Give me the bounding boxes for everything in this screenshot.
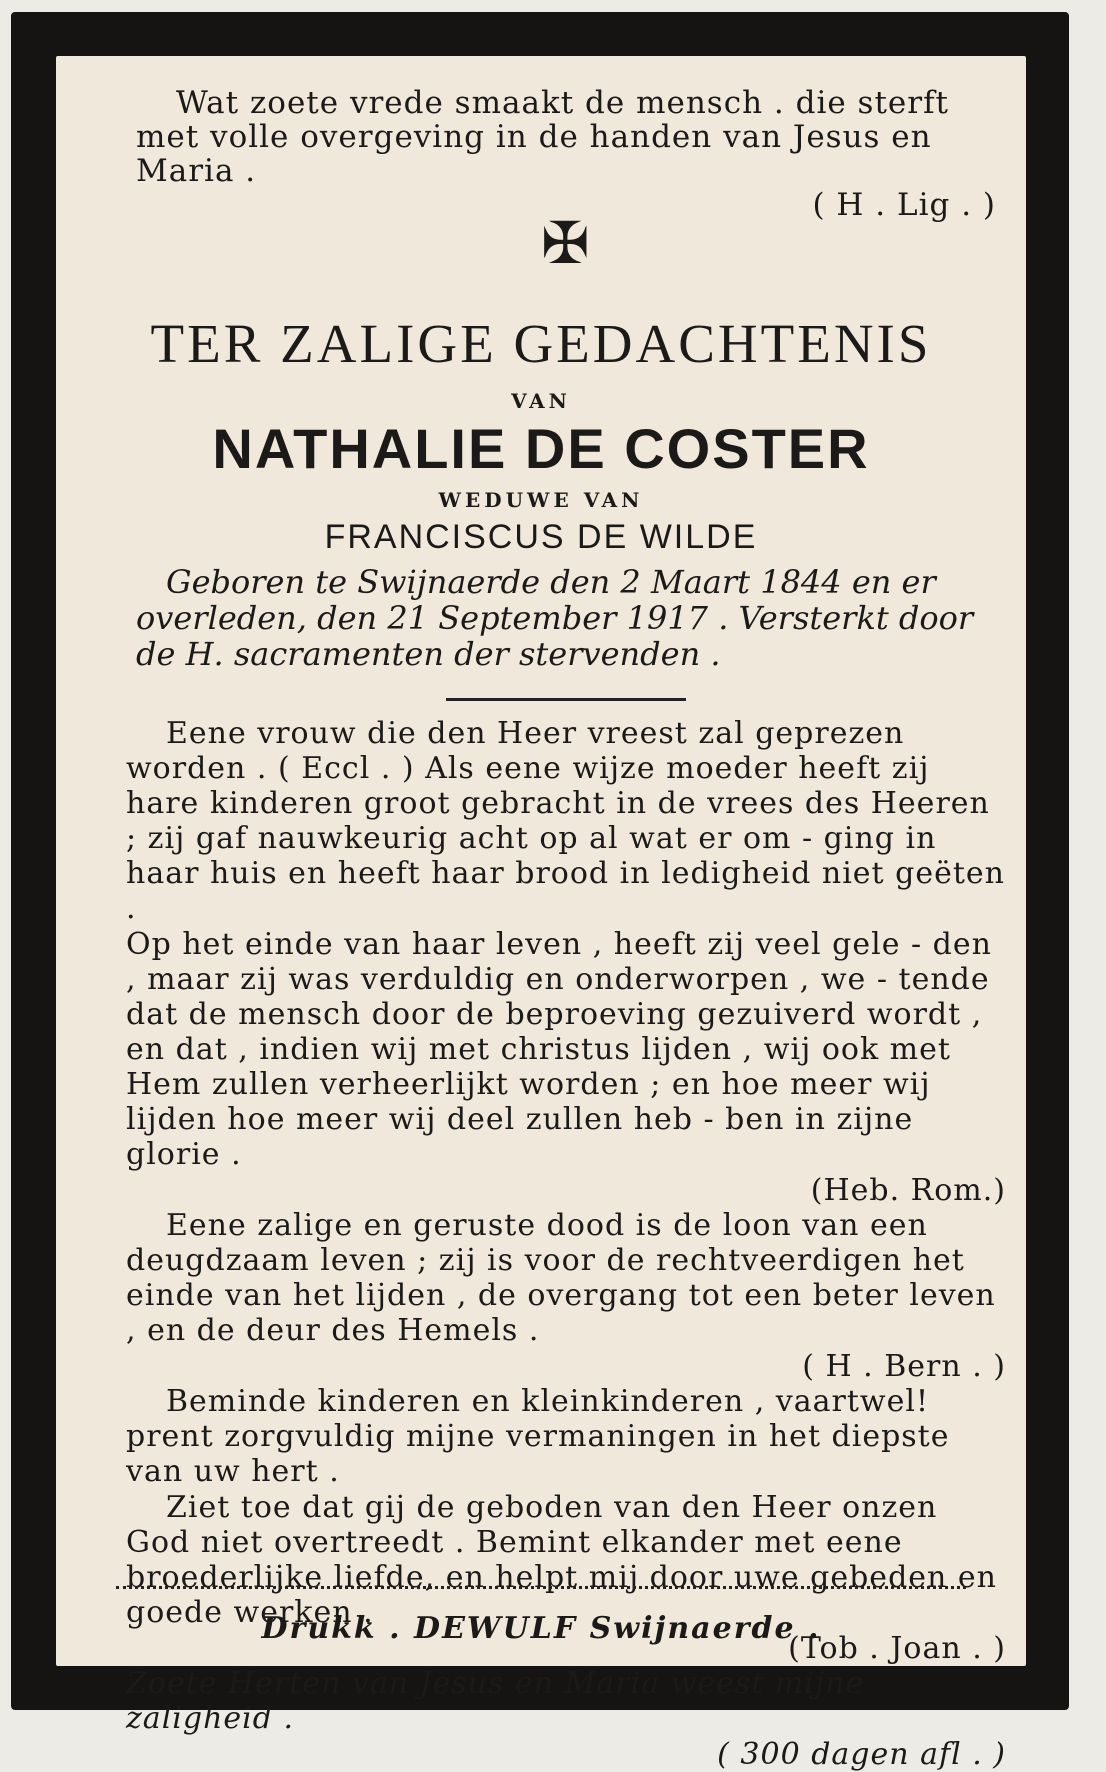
husband-name: FRANCISCUS DE WILDE	[324, 518, 758, 556]
memorial-title: TER ZALIGE GEDACHTENIS	[150, 313, 932, 374]
paragraph-2: Op het einde van haar leven , heeft zij veel gele - den , maar zij was verduldig en onderworpen , we - tende dat de mensch door de beproeving gezuiverd wordt , en dat , indien wij met christus lijden , wij ook met Hem zullen verheerlijkt worden ; en hoe meer wij lijden hoe meer wij deel zullen heb - ben in zijne glorie .	[126, 927, 992, 1172]
deceased-name: NATHALIE DE COSTER	[212, 417, 870, 480]
paragraph-2-source: (Heb. Rom.)	[810, 1173, 1006, 1208]
card-paper	[56, 56, 1026, 1772]
birth-death-info	[136, 564, 996, 672]
paragraph-3: Eene zalige en geruste dood is de loon van een deugdzaam leven ; zij is voor de rechtveerdigen het einde van het lijden , de overgang tot een beter leven , en de deur des Hemels .	[126, 1208, 996, 1348]
paragraph-4: Beminde kinderen en kleinkinderen , vaartwel! prent zorgvuldig mijne vermaningen in het diepste van uw hert .	[126, 1384, 950, 1489]
indulgence: ( 300 dagen afl . )	[717, 1737, 1006, 1772]
dotted-divider	[116, 1586, 966, 1589]
birth-death-text: Geboren te Swijnaerde den 2 Maart 1844 en er overleden, den 21 September 1917 . Versterkt door de H. sacramenten der stervenden .	[136, 563, 974, 673]
widow-label: WEDUWE VAN	[438, 488, 644, 512]
printer-credit: Drukk . DEWULF Swijnaerde .	[261, 1611, 821, 1646]
paragraph-5-source: (Tob . Joan . )	[788, 1631, 1006, 1666]
motto	[136, 86, 996, 222]
paragraph-3-source: ( H . Bern . )	[802, 1349, 1006, 1384]
cross-icon: ✠	[541, 209, 590, 277]
prayer-text: Zoete Herten van Jesus en Maria weest mijne zaligheid .	[126, 1666, 865, 1736]
paragraph-5: Ziet toe dat gij de geboden van den Heer onzen God niet overtreedt . Bemint elkander met eene broederlijke liefde, en helpt mij door uwe gebeden en goede werken .	[126, 1490, 997, 1630]
motto-text: Wat zoete vrede smaakt de mensch . die sterft met volle overgeving in de handen van Jesus en Maria .	[136, 85, 950, 189]
memorial-card	[11, 12, 1069, 1772]
divider-rule	[446, 698, 686, 701]
paragraph-1: Eene vrouw die den Heer vreest zal geprezen worden . ( Eccl . ) Als eene wijze moeder heeft zij hare kinderen groot gebracht in de vrees des Heeren ; zij gaf nauwkeurig acht op al wat er om - ging in haar huis en heeft haar brood in ledigheid niet geëten .	[126, 716, 1005, 926]
van-label: VAN	[511, 389, 571, 413]
motto-source: ( H . Lig . )	[812, 187, 996, 223]
